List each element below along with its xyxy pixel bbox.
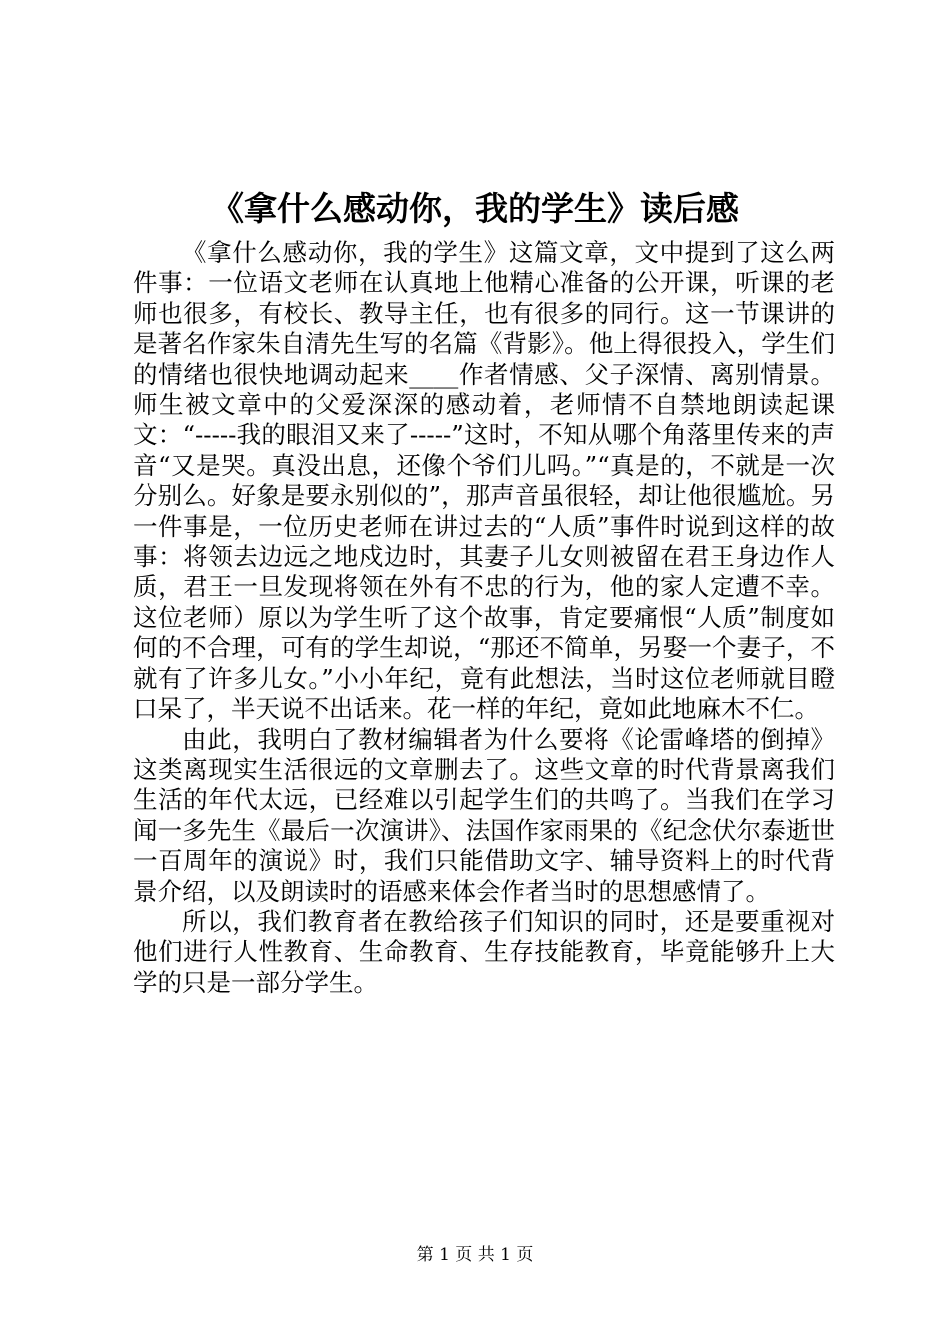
paragraph-1: 《拿什么感动你，我的学生》这篇文章，文中提到了这么两件事：一位语文老师在认真地上他精心准备的公开课，听课的老师也很多，有校长、教导主任，也有很多的同行。这一节课讲的是著名作家朱自清先生写的名篇《背影》。他上得很投入，学生们的情绪也很快地调动起来____作者情感、父子深情、离别情景。师生被文章中的父爱深深的感动着，老师情不自禁地朗读起课文：“-----我的眼泪又来了-----”这时，不知从哪个角落里传来的声音“又是哭。真没出息，还像个爷们儿吗。”“真是的，不就是一次分别么。好象是要永别似的”，那声音虽很轻，却让他很尴尬。另一件事是，一位历史老师在讲过去的“人质”事件时说到这样的故事：将领去边远之地戍边时，其妻子儿女则被留在君王身边作人质，君王一旦发现将领在外有不忠的行为，他的家人定遭不幸。这位老师）原以为学生听了这个故事，肯定要痛恨“人质”制度如何的不合理，可有的学生却说，“那还不简单，另娶一个妻子，不就有了许多儿女。”小小年纪，竟有此想法，当时这位老师就目瞪口呆了，半天说不出话来。花一样的年纪，竟如此地麻木不仁。 — [133, 238, 835, 724]
document-body — [133, 238, 835, 998]
paragraph-3: 所以，我们教育者在教给孩子们知识的同时，还是要重视对他们进行人性教育、生命教育、生存技能教育，毕竟能够升上大学的只是一部分学生。 — [133, 906, 835, 997]
paragraph-2: 由此，我明白了教材编辑者为什么要将《论雷峰塔的倒掉》这类离现实生活很远的文章删去了。这些文章的时代背景离我们生活的年代太远，已经难以引起学生们的共鸣了。当我们在学习闻一多先生《最后一次演讲》、法国作家雨果的《纪念伏尔泰逝世一百周年的演说》时，我们只能借助文字、辅导资料上的时代背景介绍，以及朗读时的语感来体会作者当时的思想感情了。 — [133, 724, 835, 906]
page-footer: 第 1 页 共 1 页 — [416, 1245, 534, 1265]
document-title: 《拿什么感动你，我的学生》读后感 — [211, 189, 739, 228]
